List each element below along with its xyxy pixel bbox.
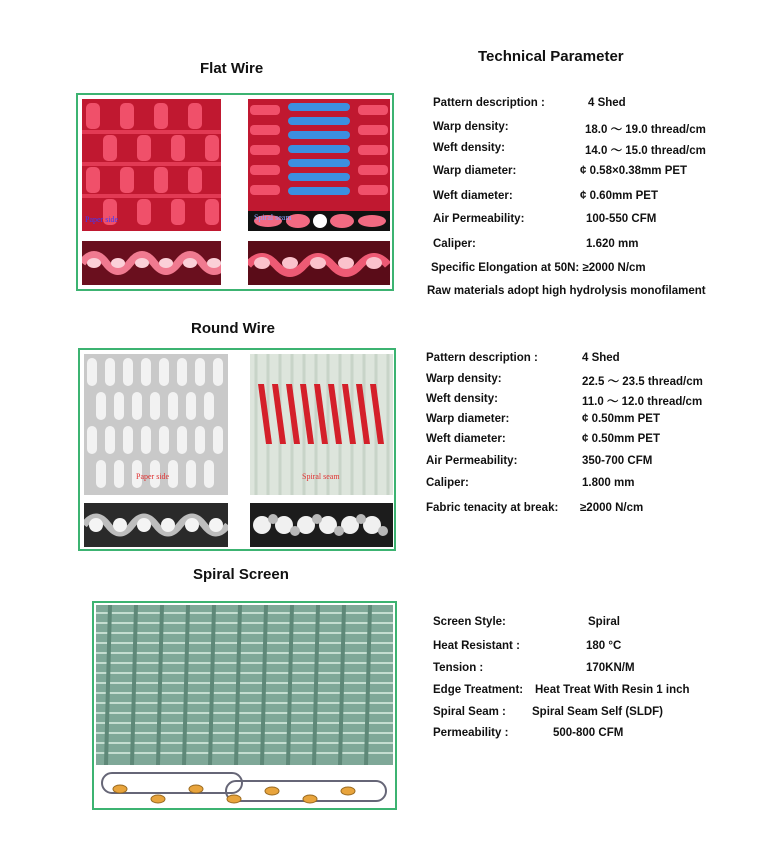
param-label: Fabric tenacity at break: xyxy=(426,502,559,514)
param-label: Weft density: xyxy=(433,142,505,154)
param-value: 22.5 ～ 23.5 thread/cm xyxy=(582,376,703,388)
param-label: Warp diameter: xyxy=(426,413,510,425)
param-value: ¢ 0.50mm PET xyxy=(582,413,660,425)
param-label: Pattern description : xyxy=(433,97,545,109)
flat-wire-paper-side-label: Paper side xyxy=(85,215,119,224)
param-label: Tension : xyxy=(433,662,484,674)
flat-wire-title: Flat Wire xyxy=(200,60,264,77)
param-label: Warp diameter: xyxy=(433,165,517,177)
param-note: Specific Elongation at 50N: ≥2000 N/cm xyxy=(431,262,646,274)
round-wire-cross-section-left xyxy=(84,503,228,547)
param-value: 4 Shed xyxy=(582,352,620,364)
param-value: 4 Shed xyxy=(588,97,626,109)
param-label: Pattern description : xyxy=(426,352,538,364)
param-label: Permeability : xyxy=(433,727,509,739)
param-value: 350-700 CFM xyxy=(582,455,653,467)
spiral-screen-title: Spiral Screen xyxy=(193,566,289,583)
param-value: ≥2000 N/cm xyxy=(580,502,644,514)
param-value: 500-800 CFM xyxy=(553,727,624,739)
round-wire-title: Round Wire xyxy=(191,320,276,337)
param-value: Spiral Seam Self (SLDF) xyxy=(532,706,664,718)
param-value: 180 °C xyxy=(586,640,622,652)
param-value: 100-550 CFM xyxy=(586,213,657,225)
param-label: Weft diameter: xyxy=(426,433,506,445)
param-value: Spiral xyxy=(588,616,620,628)
param-value: ¢ 0.58×0.38mm PET xyxy=(580,165,688,177)
flat-wire-cross-section-right xyxy=(248,241,390,285)
flat-wire-spiral-seam-panel xyxy=(248,99,390,231)
flat-wire-spiral-seam-label: Spiral seam xyxy=(254,213,292,222)
param-label: Screen Style: xyxy=(433,616,506,628)
param-label: Edge Treatment: xyxy=(433,684,524,696)
param-label: Heat Resistant : xyxy=(433,640,520,652)
param-label: Weft diameter: xyxy=(433,190,513,202)
flat-wire-cross-section-left xyxy=(82,241,221,285)
spiral-screen-mesh-panel xyxy=(96,605,393,765)
flat-wire-paper-side-panel xyxy=(82,99,221,231)
param-label: Air Permeability: xyxy=(433,213,525,225)
param-note: Raw materials adopt high hydrolysis monofilament xyxy=(427,285,706,297)
param-value: 14.0 ～ 15.0 thread/cm xyxy=(585,145,706,157)
round-wire-paper-side-label: Paper side xyxy=(136,472,170,481)
round-wire-image xyxy=(78,348,396,551)
param-value: ¢ 0.50mm PET xyxy=(582,433,660,445)
param-label: Air Permeability: xyxy=(426,455,518,467)
spiral-screen-cross-section xyxy=(96,767,393,808)
flat-wire-image xyxy=(76,93,394,291)
spiral-screen-image xyxy=(92,601,397,810)
param-value: Heat Treat With Resin 1 inch xyxy=(535,684,690,696)
param-label: Caliper: xyxy=(433,238,476,250)
param-value: 1.800 mm xyxy=(582,477,635,489)
param-value: 11.0 ～ 12.0 thread/cm xyxy=(582,396,703,408)
param-label: Warp density: xyxy=(426,373,502,385)
round-wire-spiral-seam-panel xyxy=(250,354,393,495)
param-value: 170KN/M xyxy=(586,662,635,674)
param-label: Weft density: xyxy=(426,393,498,405)
round-wire-cross-section-right xyxy=(250,503,393,547)
param-value: 1.620 mm xyxy=(586,238,639,250)
round-wire-spiral-seam-label: Spiral seam xyxy=(302,472,340,481)
param-label: Spiral Seam : xyxy=(433,706,506,718)
param-value: 18.0 ～ 19.0 thread/cm xyxy=(585,124,706,136)
round-wire-paper-side-panel xyxy=(84,354,228,495)
technical-parameter-title: Technical Parameter xyxy=(478,48,624,65)
param-label: Warp density: xyxy=(433,121,509,133)
param-value: ¢ 0.60mm PET xyxy=(580,190,658,202)
param-label: Caliper: xyxy=(426,477,469,489)
